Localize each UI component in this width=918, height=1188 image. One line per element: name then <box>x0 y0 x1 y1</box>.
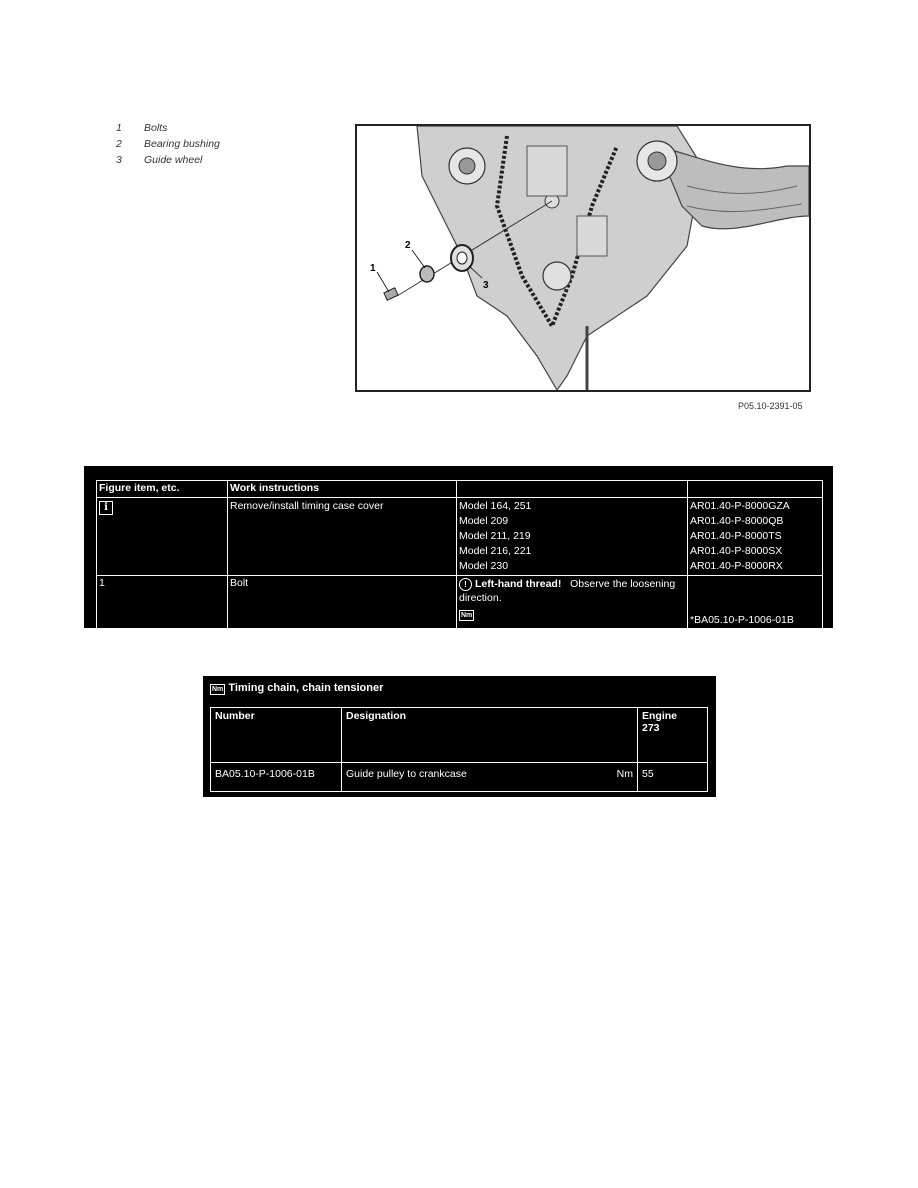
torque-table <box>210 707 708 792</box>
engine-code: 273 <box>642 722 660 734</box>
torque-panel <box>203 676 716 797</box>
callout-3: 3 <box>483 280 489 291</box>
model-line: Model 164, 251 <box>459 500 532 512</box>
designation-cell <box>342 763 638 792</box>
legend-item <box>116 136 220 152</box>
warning-bold: Left-hand thread! <box>475 578 562 590</box>
torque-nm-icon: Nm <box>212 686 224 693</box>
legend-label: Guide wheel <box>144 154 203 166</box>
doc-link[interactable]: AR01.40-P-8000QB <box>690 515 784 527</box>
work-instructions-panel <box>84 466 833 628</box>
note-cell <box>457 576 688 630</box>
header-empty-1 <box>457 481 688 498</box>
value-cell: 55 <box>638 763 708 792</box>
figure-legend <box>116 120 220 168</box>
header-number: Number <box>211 708 342 763</box>
model-line: Model 211, 219 <box>459 530 531 542</box>
crank-sprocket <box>543 262 571 290</box>
legend-number: 2 <box>116 138 122 150</box>
doc-ref-cell <box>688 576 823 630</box>
doc-link[interactable]: *BA05.10-P-1006-01B <box>690 614 794 626</box>
model-line: Model 230 <box>459 560 509 572</box>
table-row <box>97 498 823 576</box>
legend-item <box>116 152 220 168</box>
model-line: Model 216, 221 <box>459 545 532 557</box>
torque-title-row <box>210 680 708 698</box>
engine-label: Engine <box>642 710 678 722</box>
instruction-cell: Bolt <box>228 576 457 630</box>
doc-link[interactable]: AR01.40-P-8000GZA <box>690 500 790 512</box>
doc-ref-cell <box>688 498 823 576</box>
engine-figure <box>355 124 811 392</box>
figure-caption: P05.10-2391-05 <box>738 401 803 411</box>
instruction-cell <box>228 498 457 576</box>
bolt <box>384 288 398 300</box>
legend-number: 1 <box>116 122 122 134</box>
instruction-text: Remove/install timing case cover <box>230 500 384 512</box>
table-row <box>97 576 823 630</box>
header-engine <box>638 708 708 763</box>
figure-item-cell <box>97 498 228 576</box>
header-work-instructions: Work instructions <box>228 481 457 498</box>
models-cell <box>457 498 688 576</box>
model-line: Model 209 <box>459 515 509 527</box>
doc-link[interactable]: AR01.40-P-8000SX <box>690 545 783 557</box>
table-header-row <box>97 481 823 498</box>
callout-1: 1 <box>370 263 376 274</box>
table-header-row <box>211 708 708 763</box>
number-cell: BA05.10-P-1006-01B <box>211 763 342 792</box>
figure-item-cell: 1 <box>97 576 228 630</box>
header-figure-item: Figure item, etc. <box>97 481 228 498</box>
info-icon: i <box>99 501 113 515</box>
doc-link[interactable]: AR01.40-P-8000TS <box>690 530 782 542</box>
unit-text: Nm <box>616 768 633 780</box>
header-designation: Designation <box>342 708 638 763</box>
warning-text: Observe the loosening direction. <box>459 578 676 604</box>
designation-text: Guide pulley to crankcase <box>346 768 467 780</box>
torque-title: Timing chain, chain tensioner <box>228 682 384 694</box>
engine-illustration <box>357 126 809 390</box>
torque-nm-icon[interactable]: Nm <box>461 612 473 619</box>
warning-icon: ! <box>459 578 472 591</box>
bearing-bushing <box>420 266 434 282</box>
work-instructions-table <box>96 480 823 630</box>
doc-link[interactable]: AR01.40-P-8000RX <box>690 560 783 572</box>
legend-label: Bolts <box>144 122 168 134</box>
table-row <box>211 763 708 792</box>
legend-label: Bearing bushing <box>144 138 220 150</box>
callout-2: 2 <box>405 240 411 251</box>
legend-item <box>116 120 220 136</box>
header-empty-2 <box>688 481 823 498</box>
legend-number: 3 <box>116 154 122 166</box>
